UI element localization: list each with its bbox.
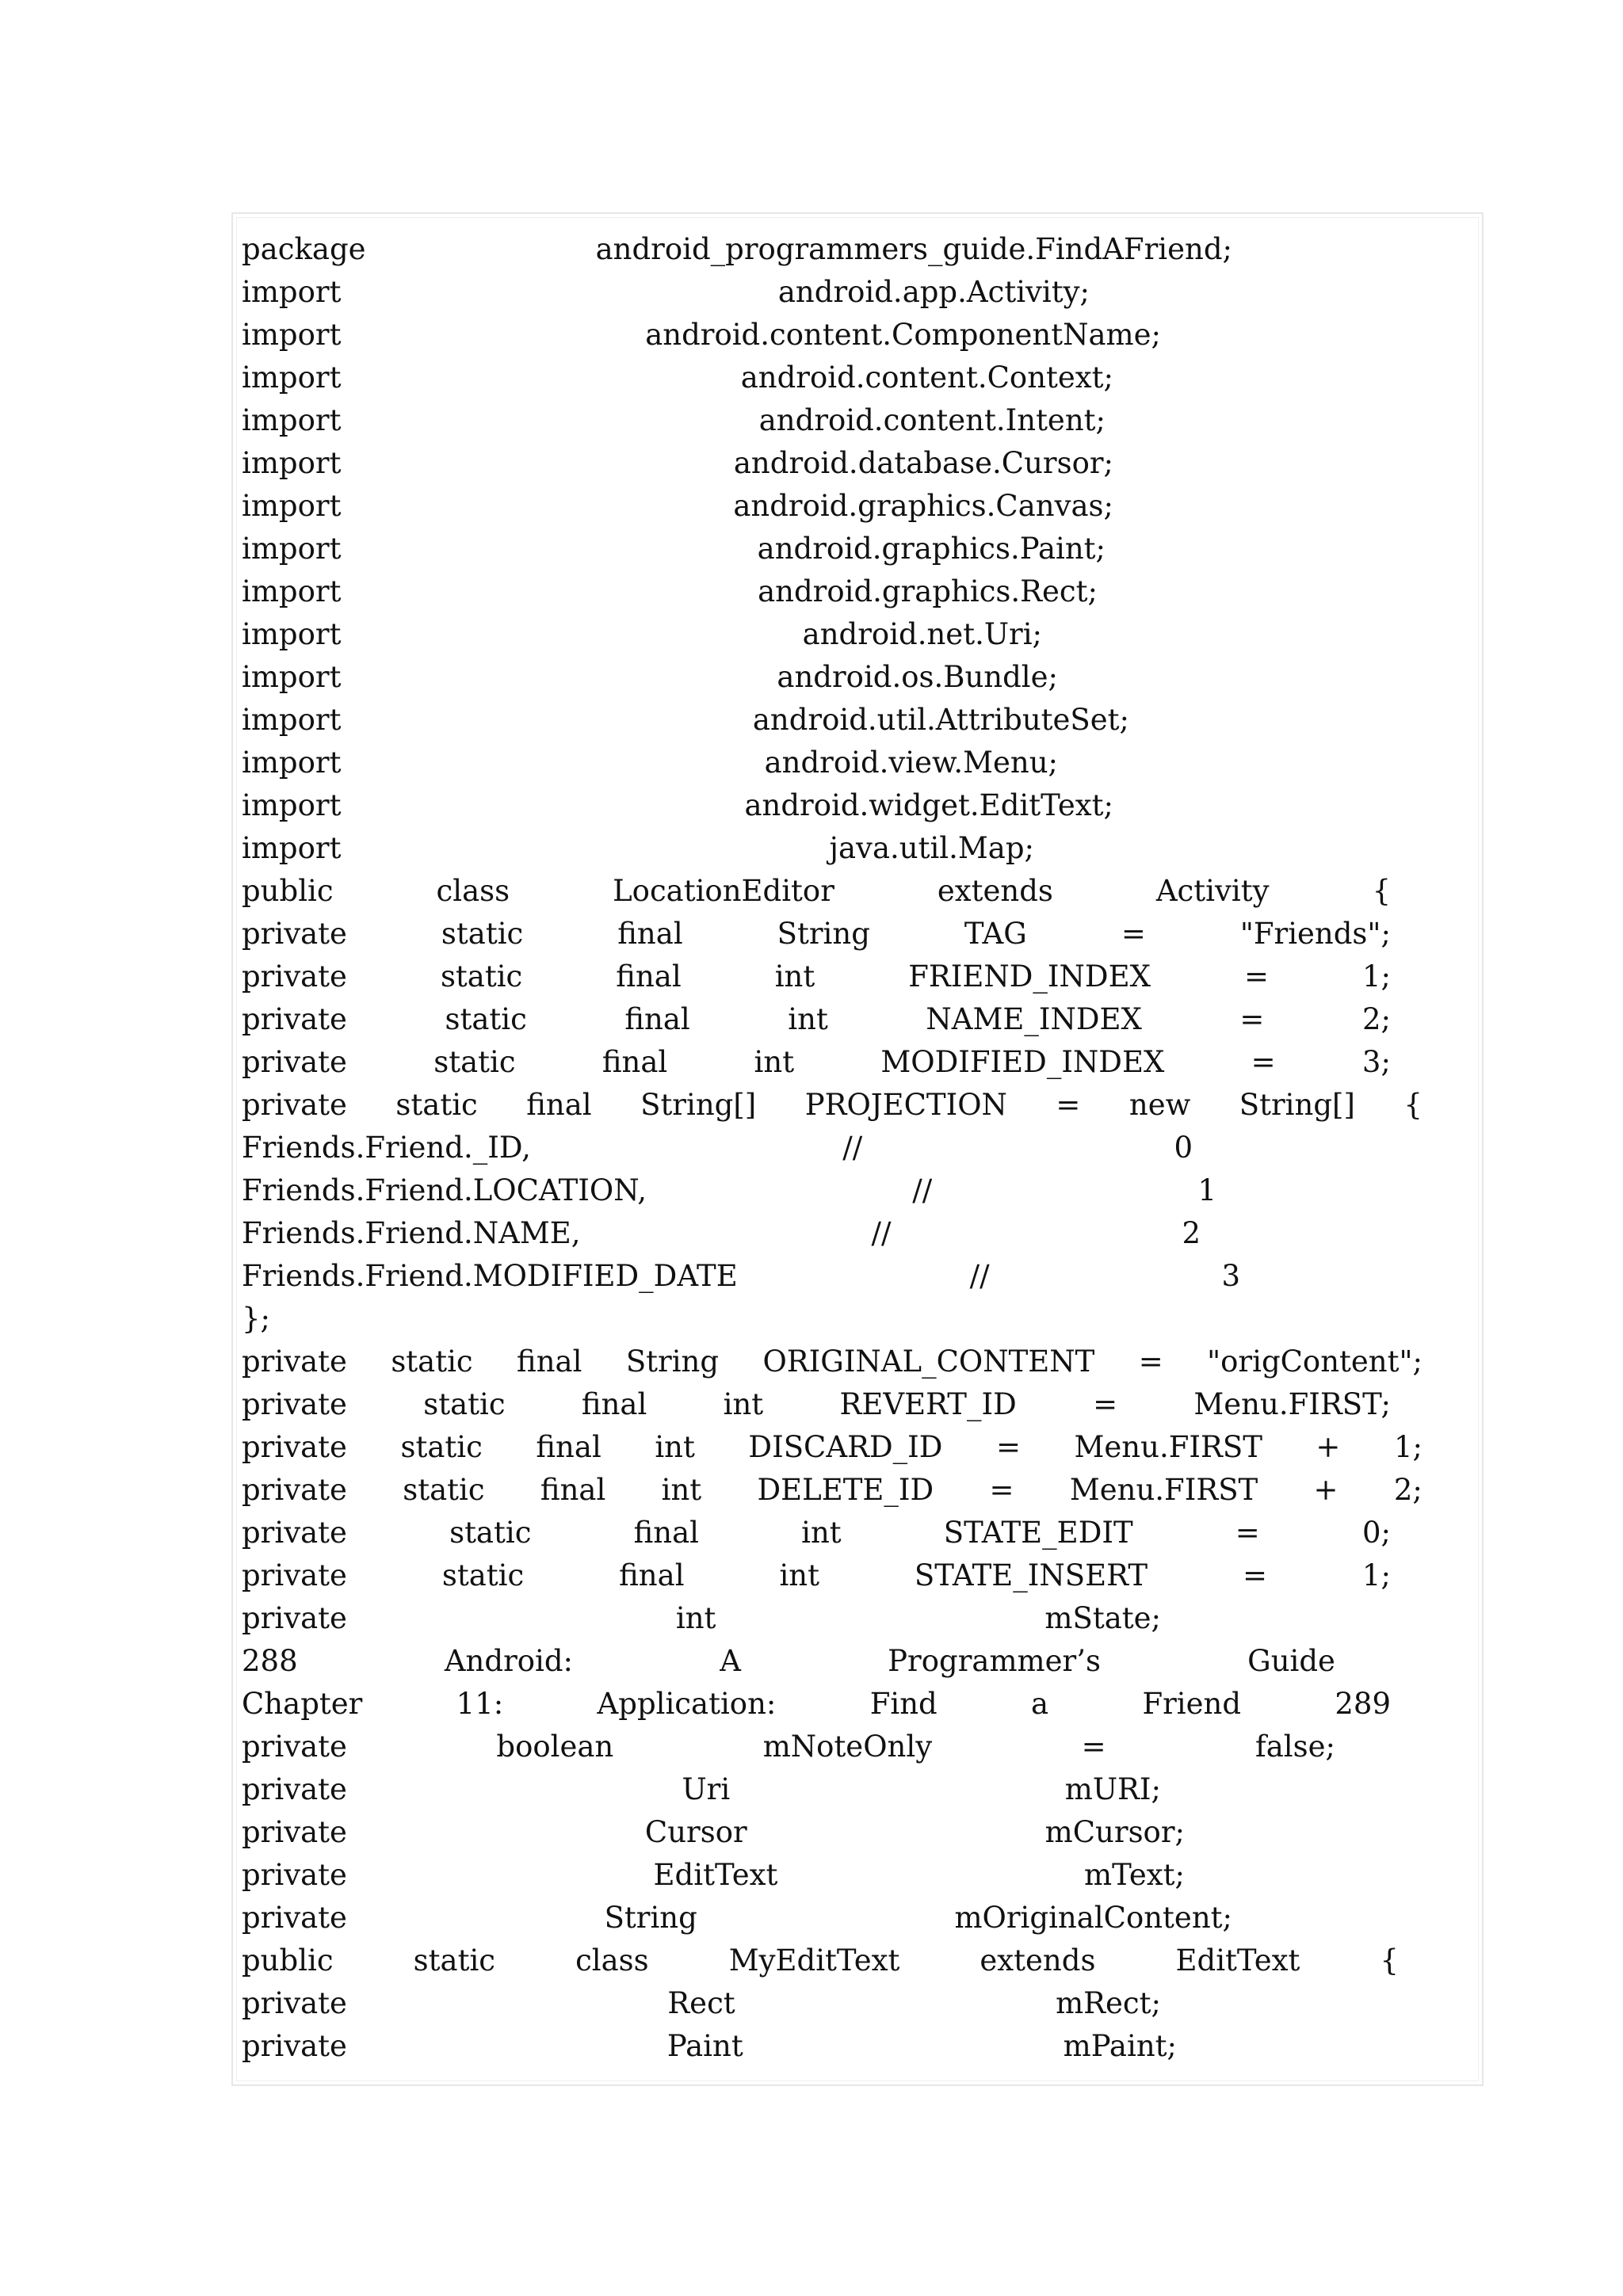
code-token: int [655, 1429, 695, 1464]
code-token: android.graphics.Paint; [757, 531, 1106, 566]
code-token: 3 [1221, 1258, 1240, 1293]
code-line [242, 1596, 1161, 1639]
code-token: = [1242, 1558, 1267, 1592]
code-line [242, 1169, 1216, 1211]
code-token: Rect [667, 1985, 735, 2020]
code-token: private [242, 1515, 347, 1550]
code-line [242, 655, 1058, 698]
code-token: int [661, 1472, 702, 1507]
code-block [242, 227, 1430, 2067]
code-token: private [242, 1001, 347, 1036]
code-token: static [440, 959, 523, 994]
code-line [242, 912, 1391, 955]
code-token: public [242, 873, 334, 908]
code-token: int [774, 959, 815, 994]
code-token: 0; [1361, 1515, 1391, 1550]
code-token: Friends.Friend.LOCATION, [242, 1173, 647, 1207]
code-token: DISCARD_ID [748, 1429, 943, 1464]
code-line [242, 1254, 1240, 1297]
code-line [242, 1383, 1391, 1425]
code-token: static [441, 916, 524, 951]
code-token: 11: [456, 1686, 504, 1721]
code-token: = [1239, 1001, 1265, 1036]
code-token: = [1138, 1344, 1163, 1379]
code-token: Find [869, 1686, 938, 1721]
code-line [242, 826, 1034, 869]
code-token: static [433, 1044, 516, 1079]
code-token: int [754, 1044, 795, 1079]
code-token: private [242, 1814, 347, 1849]
code-token: = [1121, 916, 1146, 951]
code-token: static [445, 1001, 527, 1036]
code-token: final [617, 916, 683, 951]
code-token: int [801, 1515, 842, 1550]
code-token: static [391, 1344, 473, 1379]
code-token: 0 [1174, 1130, 1193, 1165]
code-line [242, 1896, 1232, 1939]
code-token: static [449, 1515, 532, 1550]
code-token: Guide [1247, 1643, 1335, 1678]
code-token: Menu.FIRST [1074, 1429, 1262, 1464]
code-token: Android: [444, 1643, 574, 1678]
code-token: final [517, 1344, 582, 1379]
code-token: 1; [1361, 959, 1391, 994]
code-token: final [601, 1044, 668, 1079]
code-token: static [441, 1558, 525, 1592]
code-line [242, 1639, 1335, 1682]
code-token: final [540, 1472, 606, 1507]
code-token: STATE_EDIT [943, 1515, 1133, 1550]
code-token: EditText [1175, 1943, 1300, 1978]
code-line [242, 955, 1391, 997]
code-token: String [777, 916, 870, 951]
code-line [242, 1083, 1423, 1126]
code-token: = [1243, 959, 1269, 994]
code-token: = [989, 1472, 1014, 1507]
code-line [242, 441, 1113, 484]
code-line [242, 1981, 1161, 2024]
code-token: java.util.Map; [829, 830, 1034, 865]
code-line [242, 612, 1042, 655]
code-token: static [403, 1472, 485, 1507]
code-token: Friends.Friend.MODIFIED_DATE [242, 1258, 738, 1293]
code-token: mOriginalContent; [954, 1900, 1232, 1935]
code-token: STATE_INSERT [914, 1558, 1148, 1592]
code-token: String[] [640, 1087, 757, 1122]
code-token: { [1380, 1943, 1399, 1978]
code-token: MyEditText [728, 1943, 900, 1978]
code-line [242, 356, 1113, 399]
code-token: LocationEditor [613, 873, 834, 908]
code-line [242, 1340, 1423, 1383]
code-token: DELETE_ID [757, 1472, 934, 1507]
code-token: private [242, 1344, 347, 1379]
code-token: PROJECTION [804, 1087, 1007, 1122]
code-token: final [616, 959, 682, 994]
code-token: import [242, 788, 342, 822]
code-token: Menu.FIRST; [1193, 1386, 1391, 1421]
code-token: android.util.AttributeSet; [752, 702, 1129, 737]
code-token: // [912, 1173, 933, 1207]
code-token: String [604, 1900, 697, 1935]
code-token: final [633, 1515, 699, 1550]
code-line [242, 2024, 1177, 2067]
code-token: 2 [1182, 1215, 1201, 1250]
code-token: private [242, 1729, 347, 1764]
code-token: import [242, 360, 342, 395]
code-token: final [526, 1087, 592, 1122]
code-token: int [723, 1386, 764, 1421]
code-token: final [581, 1386, 647, 1421]
code-token: extends [980, 1943, 1096, 1978]
code-token: Cursor [644, 1814, 747, 1849]
code-line [242, 313, 1161, 356]
code-line [242, 1725, 1335, 1768]
code-token: // [871, 1215, 892, 1250]
code-line [242, 1554, 1391, 1596]
code-line [242, 1939, 1399, 1981]
code-token: private [242, 1985, 347, 2020]
code-token: android.database.Cursor; [733, 445, 1113, 480]
code-line [242, 1040, 1391, 1083]
code-token: = [1251, 1044, 1276, 1079]
code-token: private [242, 1558, 347, 1592]
code-token: String[] [1239, 1087, 1355, 1122]
code-token: mURI; [1064, 1772, 1161, 1806]
code-token: String [625, 1344, 720, 1379]
code-token: android_programmers_guide.FindAFriend; [595, 231, 1232, 266]
code-token: mText; [1084, 1857, 1185, 1892]
code-token: private [242, 1087, 347, 1122]
code-token: "origContent"; [1207, 1344, 1423, 1379]
code-token: = [1081, 1729, 1106, 1764]
code-token: NAME_INDEX [926, 1001, 1142, 1036]
code-line [242, 1511, 1391, 1554]
code-token: = [995, 1429, 1021, 1464]
code-line [242, 997, 1391, 1040]
code-token: android.content.Context; [740, 360, 1113, 395]
code-token: private [242, 1429, 347, 1464]
code-token: private [242, 1044, 347, 1079]
code-token: + [1313, 1472, 1338, 1507]
code-token: class [436, 873, 510, 908]
code-token: extends [937, 873, 1053, 908]
code-token: android.widget.EditText; [744, 788, 1113, 822]
code-token: = [1056, 1087, 1081, 1122]
code-token: private [242, 1472, 347, 1507]
code-line [242, 1853, 1185, 1896]
code-token: Menu.FIRST [1069, 1472, 1258, 1507]
code-token: 289 [1335, 1686, 1391, 1721]
code-line [242, 698, 1129, 741]
code-token: private [242, 1772, 347, 1806]
code-token: import [242, 830, 342, 865]
code-line [242, 869, 1391, 912]
code-token: MODIFIED_INDEX [880, 1044, 1165, 1079]
code-token: FRIEND_INDEX [908, 959, 1151, 994]
code-token: TAG [964, 916, 1027, 951]
code-token: 1 [1197, 1173, 1216, 1207]
code-token: Chapter [242, 1686, 363, 1721]
code-token: mCursor; [1044, 1814, 1185, 1849]
code-token: static [400, 1429, 483, 1464]
code-token: import [242, 402, 342, 437]
code-token: android.content.Intent; [758, 402, 1106, 437]
code-token: class [575, 1943, 649, 1978]
code-line [242, 1211, 1201, 1254]
code-token: import [242, 745, 342, 780]
code-line [242, 1810, 1185, 1853]
code-token: // [969, 1258, 990, 1293]
code-line [242, 484, 1113, 527]
code-line [242, 1297, 273, 1340]
code-token: 2; [1393, 1472, 1423, 1507]
code-token: Friends.Friend.NAME, [242, 1215, 581, 1250]
code-token: { [1403, 1087, 1423, 1122]
code-token: import [242, 531, 342, 566]
code-token: import [242, 659, 342, 694]
code-token: REVERT_ID [839, 1386, 1017, 1421]
code-line [242, 784, 1113, 826]
code-token: new [1128, 1087, 1191, 1122]
code-token: mPaint; [1063, 2028, 1177, 2063]
code-token: ORIGINAL_CONTENT [762, 1344, 1095, 1379]
code-token: int [788, 1001, 828, 1036]
code-token: false; [1255, 1729, 1335, 1764]
code-token: 1; [1361, 1558, 1391, 1592]
code-token: Application: [597, 1686, 777, 1721]
code-line [242, 270, 1090, 313]
code-token: 2; [1361, 1001, 1391, 1036]
code-token: android.net.Uri; [802, 616, 1042, 651]
code-token: import [242, 445, 342, 480]
code-token: mRect; [1056, 1985, 1161, 2020]
code-token: import [242, 488, 342, 523]
code-token: private [242, 959, 347, 994]
code-token: static [395, 1087, 478, 1122]
code-token: import [242, 616, 342, 651]
code-token: import [242, 702, 342, 737]
code-token: // [842, 1130, 863, 1165]
code-line [242, 1468, 1423, 1511]
code-token: A [720, 1643, 741, 1678]
code-token: import [242, 574, 342, 608]
code-token: android.os.Bundle; [777, 659, 1058, 694]
code-line [242, 570, 1098, 612]
code-line [242, 227, 1232, 270]
code-token: private [242, 1857, 347, 1892]
code-token: Friends.Friend._ID, [242, 1130, 531, 1165]
code-token: + [1316, 1429, 1341, 1464]
code-token: Paint [666, 2028, 743, 2063]
code-token: = [1235, 1515, 1260, 1550]
code-token: 1; [1393, 1429, 1423, 1464]
code-token: int [779, 1558, 819, 1592]
code-line [242, 527, 1106, 570]
code-token: Friend [1142, 1686, 1242, 1721]
code-token: mNoteOnly [762, 1729, 933, 1764]
code-token: a [1031, 1686, 1049, 1721]
code-token: android.graphics.Canvas; [733, 488, 1113, 523]
code-token: import [242, 274, 342, 309]
code-token: mState; [1044, 1600, 1161, 1635]
code-token: public [242, 1943, 334, 1978]
code-token: private [242, 1386, 347, 1421]
code-token: private [242, 2028, 347, 2063]
code-token: android.content.ComponentName; [645, 317, 1161, 352]
code-token: 288 [242, 1643, 298, 1678]
code-line [242, 1768, 1161, 1810]
code-token: "Friends"; [1239, 916, 1391, 951]
code-token: static [413, 1943, 495, 1978]
code-token: private [242, 916, 347, 951]
code-line [242, 1682, 1391, 1725]
code-token: final [536, 1429, 601, 1464]
code-token: static [423, 1386, 506, 1421]
code-token: android.app.Activity; [777, 274, 1090, 309]
code-token: = [1093, 1386, 1118, 1421]
code-token: package [242, 231, 366, 266]
code-token: final [619, 1558, 685, 1592]
code-token: 3; [1361, 1044, 1391, 1079]
code-token: { [1372, 873, 1391, 908]
code-token: boolean [496, 1729, 614, 1764]
code-token: Uri [682, 1772, 731, 1806]
code-line [242, 399, 1106, 441]
code-token: Activity [1155, 873, 1270, 908]
code-token: int [675, 1600, 716, 1635]
code-line [242, 741, 1058, 784]
code-token: }; [242, 1301, 271, 1336]
code-token: EditText [653, 1857, 778, 1892]
code-token: private [242, 1600, 347, 1635]
code-token: android.graphics.Rect; [758, 574, 1098, 608]
code-token: private [242, 1900, 347, 1935]
code-line [242, 1425, 1423, 1468]
code-token: import [242, 317, 342, 352]
code-token: Programmer’s [888, 1643, 1101, 1678]
code-token: final [624, 1001, 690, 1036]
code-token: android.view.Menu; [764, 745, 1058, 780]
code-line [242, 1126, 1193, 1169]
